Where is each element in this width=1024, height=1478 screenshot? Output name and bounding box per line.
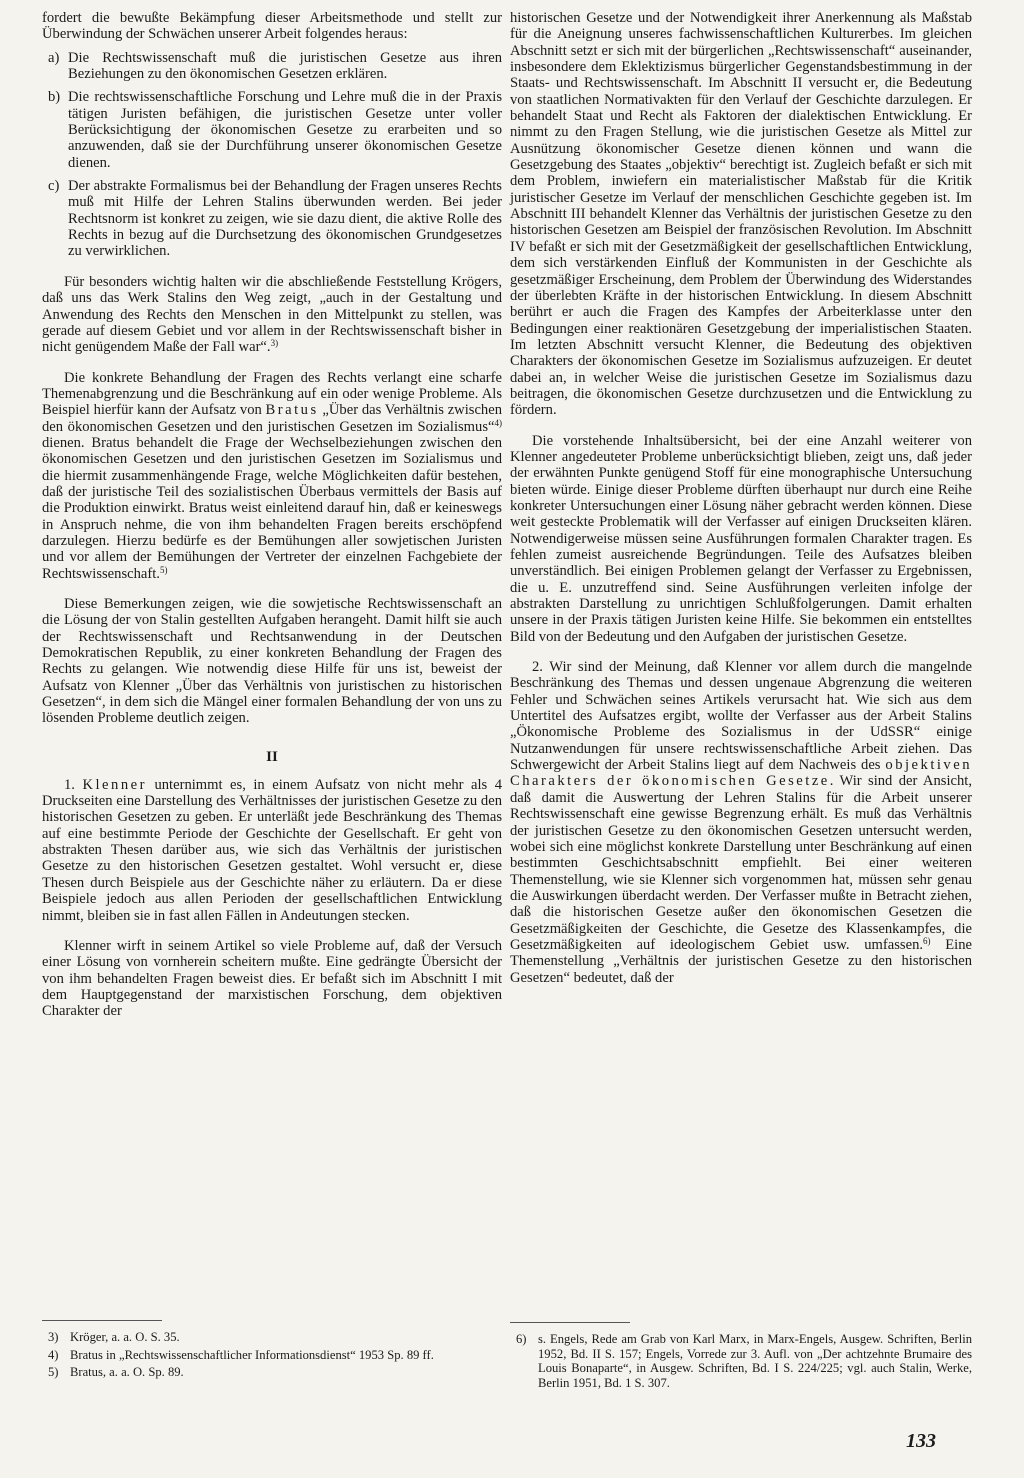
footnote-number: 6) [516,1332,527,1346]
footnote-ref: 4) [494,417,502,428]
paragraph-soviet: Diese Bemerkungen zeigen, wie die sowjetische Rechtswissenschaft an die Lösung der von Stalin gestellten Aufgaben herangeht. Damit hilft sie auch der Rechtswissenschaft und Rechtsanwendung in der Deutschen Demokratischen Republik, zu einer konkreten Behandlung der Fragen des Rechts zu gelangen. Wie notwendig diese Hilfe für uns ist, beweist der Aufsatz von Klenner „Über das Verhältnis von juristischen zu historischen Gesetzen“, in dem sich die Mängel einer formalen Behandlung der von uns zu lösenden Probleme deutlich zeigen. [42,596,502,727]
footnotes-right [510,1332,972,1393]
footnote-ref: 3) [270,338,279,349]
paragraph-text: unternimmt es, in einem Aufsatz von nicht mehr als 4 Druckseiten eine Darstellung des Verhältnisses der juristischen Gesetze zu den historischen Gesetzen zu geben. Er unterläßt jede Beschränkung des Themas auf eine bestimmte Periode der Geschichte der Gesellschaft. Er geht von abstrakten Thesen darüber aus, wie sich das Verhältnis der juristischen Gesetze zu den historischen Gesetzen gestaltet. Wohl versucht er, diese Thesen durch Beispiele aus der Geschichte näher zu erläutern. Da er diese Beispiele jedoch aus allen Perioden der gesellschaftlichen Entwicklung nimmt, bleiben sie in fast allen Fällen in Andeutungen stecken. [42,776,503,924]
emphasis-text: objektiven Charakters der ökonomischen Gesetze [510,757,972,790]
footnote [510,1332,972,1390]
section-heading: II [266,748,278,765]
footnote-ref: 6) [923,935,931,946]
paragraph-text: 1. [64,776,83,793]
footnote [42,1348,502,1363]
paragraph-overview: Die vorstehende Inhaltsübersicht, bei der eine Anzahl weiterer von Klenner angedeuteter Probleme unberücksichtigt blieben, zeigt uns, daß jeder der erwähnten Punkte genügend Stoff für eine monographische Untersuchung bieten würde. Einige dieser Probleme dürften überhaupt nur durch eine Reihe konkreter Untersuchungen einer Lösung näher gebracht werden können. Diese weit gesteckte Problematik will der Verfasser auf einigen Druckseiten klären. Notwendigerweise müssen seine Ausführungen formalen Charakter tragen. Es fehlen zumeist ausreichende Begründungen. Teile des Aufsatzes bleiben unverständlich. Bei einigen Problemen gelangt der Verfasser zu Ergebnissen, die u. E. unzutreffend sind. Seine Ausführungen verleiten infolge der abstrakten Darstellung zu unrichtigen Schlußfolgerungen. Damit erhalten unsere in der Praxis tätigen Juristen keine Hilfe. Sie bekommen ein entstelltes Bild von der Bedeutung und den Aufgaben der juristischen Gesetze. [510,432,972,645]
paragraph-text: dienen. Bratus behandelt die Frage der Wechselbeziehungen zwischen den ökonomischen Gesetzen und den juristischen Gesetzen im Sozialismus und die hiermit zusammenhängende Frage, welche Möglichkeiten dafür bestehen, daß der juristische Teil des sozialistischen Überbaus vermittels der Basis auf die Produktion einwirkt. Bratus weist einleitend darauf hin, daß er keineswegs in Anspruch nehme, die von ihm behandelten Fragen bereits erschöpfend darzulegen. Hierzu bedürfe es der Bemühungen aller sowjetischen Juristen und vor allem der Bemühungen der Vertreter der einzelnen Fachgebiete der Rechtswissenschaft. [42,434,502,582]
paragraph-text: Eine Themenstellung „Verhältnis der juristischen Gesetze zu den historischen Gesetzen“ bedeutet, daß der [510,936,972,986]
right-column [510,10,972,986]
page-number: 133 [906,1430,936,1452]
paragraph-point-2 [510,659,972,986]
list-text: Die Rechtswissenschaft muß die juristischen Gesetze aus ihren Beziehungen zu den ökonomischen Gesetzen erklären. [68,49,502,83]
list-marker: b) [48,89,61,106]
footnote-divider-left [42,1320,162,1321]
footnote-divider-right [510,1322,630,1323]
footnote-ref: 5) [159,564,168,575]
footnote-number: 3) [48,1330,59,1344]
list-item-b [42,89,502,171]
paragraph-text: Für besonders wichtig halten wir die abschließende Feststellung Krögers, daß uns das Werk Stalins den Weg zeigt, „auch in der Gestaltung und Anwendung des Rechts den Menschen in den Mittelpunkt zu stellen, was gerade auf diesem Gebiet und vor allem in der Rechtswissenschaft bisher in nicht genügendem Maße der Fall war“. [42,273,502,356]
footnote-text: Bratus in „Rechtswissenschaftlicher Informationsdienst“ 1953 Sp. 89 ff. [70,1347,434,1362]
footnote-number: 5) [48,1365,59,1380]
author-name: Bratus [265,402,319,419]
list-item-c [42,178,502,260]
intro-paragraph: fordert die bewußte Bekämpfung dieser Arbeitsmethode und stellt zur Überwindung der Schwächen unserer Arbeit folgendes heraus: [42,10,502,43]
list-marker: c) [48,178,60,195]
paragraph-bratus [42,370,502,582]
footnote-text: Bratus, a. a. O. Sp. 89. [70,1365,184,1380]
footnote [42,1330,502,1345]
paragraph-klenner-1 [42,777,502,924]
footnote-text: Kröger, a. a. O. S. 35. [70,1330,180,1344]
list-text: Die rechtswissenschaftliche Forschung und Lehre muß die in der Praxis tätigen Juristen befähigen, die juristischen Gesetze unter voller Berücksichtigung der ökonomischen Gesetze zu erarbeiten und so anzuwenden, daß sie der Durchführung unserer ökonomischen Gesetze dienen. [68,89,502,171]
paragraph-text: . Wir sind der Ansicht, daß damit die Auswertung der Lehren Stalins für die Arbeit unserer Rechtswissenschaft eine gewisse Begrenzung erhält. Es muß das Verhältnis der juristischen Gesetze zu den ökonomischen Gesetzen untersucht werden, wobei sich eine möglichst konkrete Darstellung unter Beschränkung auf einen bestimmten Geschichtsabschnitt empfiehlt. Bei einer weiteren Themenstellung, wie sie Klenner sich vorgenommen hat, müssen sehr genau die Auswirkungen überdacht werden. Der Verfasser mußte in Betracht ziehen, daß die historischen Gesetze außer den ökonomischen Gesetzen die Gesetzmäßigkeiten der Geschichte, die Gesetze des Klassenkampfes, die Gesetzmäßigkeiten auf ideologischem Gebiet usw. umfassen. [510,773,972,953]
paragraph-text: 2. Wir sind der Meinung, daß Klenner vor allem durch die mangelnde Beschränkung des Themas und dessen ungenaue Abgrenzung die weiteren Fehler und Schwächen seines Artikels verursacht hat. Wie sich aus dem Untertitel des Aufsatzes ergibt, wollte der Verfasser aus der Arbeit Stalins „Ökonomische Probleme des Sozialismus in der UdSSR“ einige Nutzanwendungen für unsere rechtswissenschaftliche Arbeit ziehen. Das Schwergewicht der Arbeit Stalins liegt auf dem Nachweis des [510,659,972,774]
footnotes-left [42,1330,502,1383]
paragraph-text: Die konkrete Behandlung der Fragen des Rechts verlangt eine scharfe Themenabgrenzung und die Beschränkung auf ein oder wenige Probleme. Als Beispiel hierfür kann der Aufsatz von [42,369,502,419]
list-item-a [42,50,502,83]
left-column [42,10,502,1020]
paragraph-continuation: historischen Gesetze und der Notwendigkeit ihrer Anerkennung als Maßstab für die Aneignung unseres fachwissenschaftlichen Kulturerbes. Im gleichen Abschnitt setzt er sich mit der bürgerlichen „Rechtswissenschaft“ auseinander, insbesondere dem Eklektizismus bürgerlicher Gegenstandsbestimmung in der Staats- und Rechtswissenschaft. Im Abschnitt II versucht er, die Bedeutung von staatlichen Normativakten für den Verlauf der Geschichte darzulegen. Er behandelt Staat und Recht als Faktoren der dialektischen Entwicklung. Er nimmt zu den Fragen Stellung, wie die juristischen Gesetze als Mittel zur Ausnützung ökonomischer Gesetze dienen können und wann die Gesetzgebung des Staates „objektiv“ berechtigt ist. Zugleich befaßt er sich mit dem Problem, inwiefern ein materialistischer Maßstab für die Kritik juristischer Gesetze im Verlauf der menschlichen Geschichte gegeben ist. Im Abschnitt III behandelt Klenner das Verhältnis der juristischen Gesetze zu den historischen Gesetzen am Beispiel der französischen Revolution. Im Abschnitt IV befaßt er sich mit der Gesetzmäßigkeit der gesellschaftlichen Entwicklung, dem sich verstärkenden Einfluß der Kommunisten in der Geschichte als gesetzmäßiger Erscheinung, dem Problem der Überwindung des Widerstandes der überlebten Kräfte in der historischen Entwicklung. In diesem Abschnitt berührt er auch die Fragen des Kampfes der Arbeiterklasse unter den Bedingungen einer reaktionären Gesetzgebung der imperialistischen Staaten. Im letzten Abschnitt versucht Klenner, die Bedeutung des objektiven Charakters der ökonomischen Gesetze im Sozialismus aufzuzeigen. Er deutet dabei an, in welcher Weise die juristischen Gesetze im Sozialismus dazu beitragen, die ökonomischen Gesetze durchzusetzen und die Entwicklung zu fördern. [510,10,972,419]
footnote-text: s. Engels, Rede am Grab von Karl Marx, in Marx-Engels, Ausgew. Schriften, Berlin 1952, Bd. II S. 157; Engels, Vorrede zur 3. Aufl. von „Der achtzehnte Brumaire des Louis Bonaparte“, in Ausgew. Schriften, Bd. I S. 224/225; vgl. auch Stalin, Werke, Berlin 1951, Bd. 1 S. 307. [538,1332,972,1390]
list-text: Der abstrakte Formalismus bei der Behandlung der Fragen unseres Rechts muß mit Hilfe der Lehren Stalins überwunden werden. Bei jeder Rechtsnorm ist konkret zu zeigen, wie sie dazu dient, die aktive Rolle des Rechts in bezug auf die Durchsetzung des ökonomischen Grundgesetzes zu verwirklichen. [68,178,502,260]
footnote [42,1365,502,1380]
author-name: Klenner [82,776,147,793]
paragraph-kroeger [42,274,502,356]
paragraph-text: „Über das Verhältnis zwischen den ökonomischen Gesetzen und den juristischen Gesetzen im Sozialismus“ [42,402,502,435]
footnote-number: 4) [48,1347,59,1362]
list-marker: a) [48,49,60,66]
paragraph-klenner-2: Klenner wirft in seinem Artikel so viele Probleme auf, daß der Versuch einer Lösung von vornherein scheitern mußte. Eine gedrängte Übersicht der von ihm behandelten Fragen beweist dies. Er befaßt sich im Abschnitt I mit dem Hauptgegenstand der marxistischen Forschung, dem objektiven Charakter der [42,937,502,1020]
